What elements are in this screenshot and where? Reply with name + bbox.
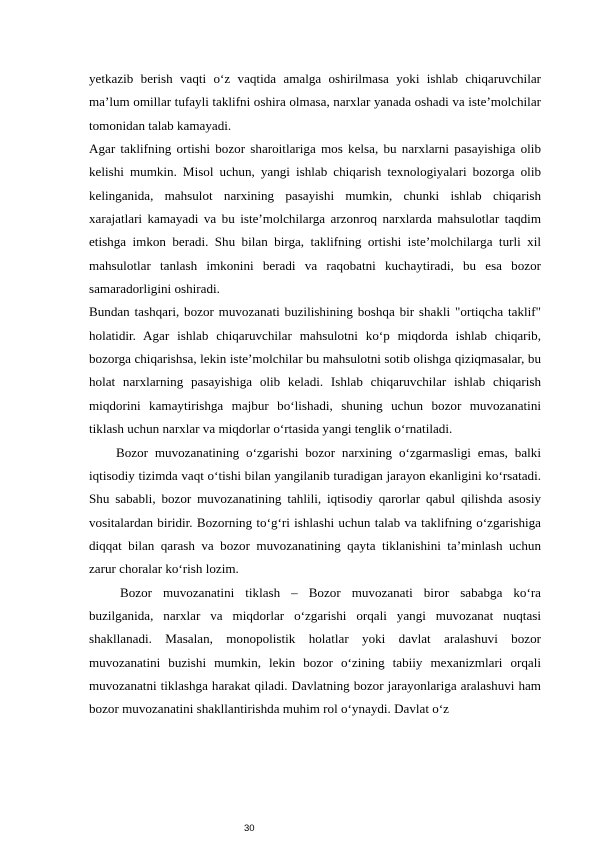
body-text <box>89 67 541 721</box>
paragraph-continuation: yetkazib berish vaqti o‘z vaqtida amalga oshirilmasa yoki ishlab chiqaruvchilar ma’lum omillar tufayli taklifni oshira olmasa, narxlar yanada oshadi va iste’molchilar tomonidan talab kamayadi. <box>89 71 541 133</box>
page-number: 30 <box>244 823 255 834</box>
paragraph-supply-increase: Agar taklifning ortishi bozor sharoitlariga mos kelsa, bu narxlarni pasayishiga olib kelishi mumkin. Misol uchun, yangi ishlab chiqarish texnologiyalari bozorga olib kelinganida, mahsulot narxining pasayishi mumkin, chunki ishlab chiqarish xarajatlari kamayadi va bu iste’molchilarga arzonroq narxlarda mahsulotlar taqdim etishga imkon beradi. Shu bilan birga, taklifning ortishi iste’molchilarga turli xil mahsulotlar tanlash imkonini beradi va raqobatni kuchaytiradi, bu esa bozor samaradorligini oshiradi. <box>89 141 541 297</box>
paragraph-equilibrium-restore: Bozor muvozanatini tiklash – Bozor muvozanati biror sababga ko‘ra buzilganida, narxlar va miqdorlar o‘zgarishi orqali yangi muvozanat nuqtasi shakllanadi. Masalan, monopolistik holatlar yoki davlat aralashuvi bozor muvozanatini buzishi mumkin, lekin bozor o‘zining tabiiy mexanizmlari orqali muvozanatni tiklashga harakat qiladi. Davlatning bozor jarayonlariga aralashuvi ham bozor muvozanatini shakllantirishda muhim rol o‘ynaydi. Davlat o‘z <box>89 584 541 717</box>
paragraph-excess-supply: Bundan tashqari, bozor muvozanati buzilishining boshqa bir shakli "ortiqcha taklif" holatidir. Agar ishlab chiqaruvchilar mahsulotni ko‘p miqdorda ishlab chiqarib, bozorga chiqarishsa, lekin iste’molchilar bu mahsulotni sotib olishga qiziqmasalar, bu holat narxlarning pasayishiga olib keladi. Ishlab chiqaruvchilar ishlab chiqarish miqdorini kamaytirishga majbur bo‘lishadi, shuning uchun bozor muvozanatini tiklash uchun narxlar va miqdorlar o‘rtasida yangi tenglik o‘rnatiladi. <box>89 304 541 437</box>
paragraph-equilibrium-change: Bozor muvozanatining o‘zgarishi bozor narxining o‘zgarmasligi emas, balki iqtisodiy tizimda vaqt o‘tishi bilan yangilanib turadigan jarayon ekanligini ko‘rsatadi. Shu sababli, bozor muvozanatining tahlili, iqtisodiy qarorlar qabul qilishda asosiy vositalardan biridir. Bozorning to‘g‘ri ishlashi uchun talab va taklifning o‘zgarishiga diqqat bilan qarash va bozor muvozanatining qayta tiklanishini ta’minlash uchun zarur choralar ko‘rish lozim. <box>89 444 541 577</box>
